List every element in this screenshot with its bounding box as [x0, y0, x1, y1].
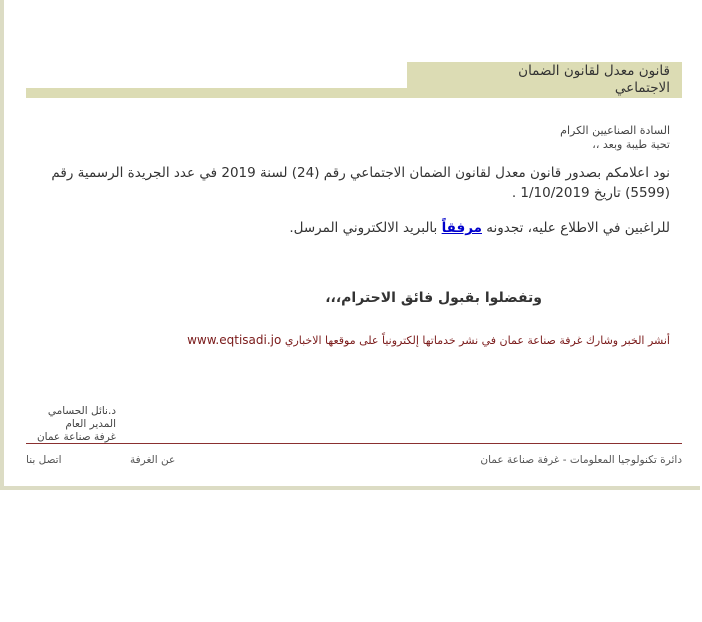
- greeting: تحية طيبة وبعد ،،: [592, 138, 670, 151]
- signature-block: [26, 405, 116, 444]
- paragraph-attachment-start: للراغبين في الاطلاع عليه، تجدونه: [482, 220, 670, 236]
- paragraph-attachment: [20, 218, 670, 238]
- attachment-link[interactable]: مرفقاً: [441, 220, 482, 236]
- promo-text: أنشر الخبر وشارك غرفة صناعة عمان في نشر خدماتها إلكترونياً على موقعها الاخباري: [284, 334, 670, 347]
- footer-department: دائرة تكنولوجيا المعلومات - غرفة صناعة عمان: [480, 454, 682, 466]
- footer-divider: [26, 443, 682, 444]
- paragraph-announcement: نود اعلامكم بصدور قانون معدل لقانون الضمان الاجتماعي رقم (24) لسنة 2019 في عدد الجريدة الرسمية رقم (5599) تاريخ 1/10/2019 .: [51, 165, 670, 201]
- paragraph-attachment-end: بالبريد الالكتروني المرسل.: [289, 220, 442, 236]
- promo-site-link[interactable]: www.eqtisadi.jo: [187, 333, 282, 347]
- addressee: السادة الصناعيين الكرام: [560, 124, 670, 137]
- title-line-1: قانون معدل لقانون الضمان: [518, 63, 670, 79]
- signature-organization: غرفة صناعة عمان: [36, 431, 116, 443]
- promo-line: [150, 333, 670, 348]
- closing-line: وتفضلوا بقبول فائق الاحترام،،،: [325, 290, 542, 306]
- footer-contact-link[interactable]: اتصل بنا: [26, 454, 62, 466]
- signature-name: د.نائل الحسامي: [47, 405, 116, 417]
- footer-about-link[interactable]: عن الغرفة: [130, 454, 176, 466]
- signature-position: المدير العام: [65, 418, 116, 430]
- page-title: [410, 63, 670, 97]
- salutation: [560, 124, 670, 152]
- title-line-2: الاجتماعي: [614, 80, 670, 96]
